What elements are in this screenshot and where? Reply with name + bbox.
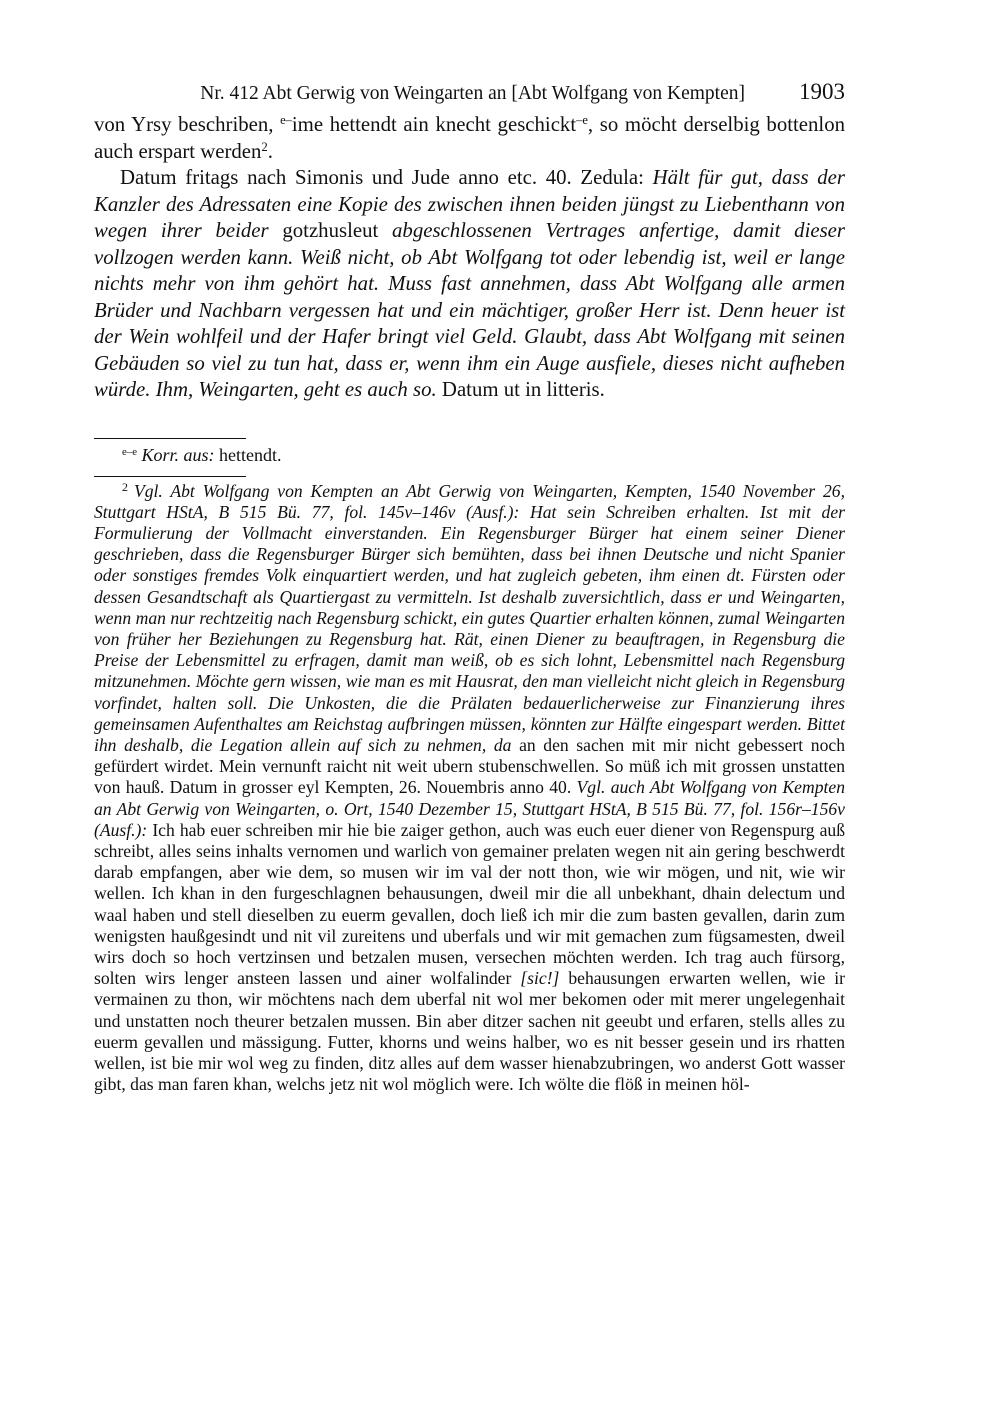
footnote-2 (94, 481, 845, 1096)
footnote-number: 2 (122, 480, 128, 495)
footnote-divider (94, 476, 246, 477)
text-run: . (267, 139, 273, 163)
footnote-divider (94, 438, 246, 439)
critical-footnote (94, 444, 845, 466)
paragraph-continuation (94, 112, 845, 165)
critical-footnote-label: Korr. aus: (141, 444, 215, 465)
critical-footnote-mark: e–e (122, 445, 137, 458)
text-run: ime hettendt ain knecht geschickt (291, 113, 577, 136)
source-citation: Vgl. auch Abt Wolfgang von Kempten an Abt Gerwig von Weingarten, o. Ort, 1540 Dezember 15, Stuttgart HStA, B 515 Bü. 77, fol. 156r–156v (Ausf.): (94, 777, 845, 840)
editorial-summary: Vgl. Abt Wolfgang von Kempten an Abt Gerwig von Weingarten, Kempten, 1540 November 26, Stuttgart HStA, B 515 Bü. 77, fol. 145v–146v (Ausf.): Hat sein Schreiben erhalten. Ist mit der Formulierung der Vollmacht einverstanden. Ein Regensburger Bürger hat einem seiner Diener geschrieben, dass die Regensburger Bürger sich bemühten, dass bei ihnen Deutsche und nicht Spanier oder sonstiges fremdes Volk einquartiert werden, und hat zugleich gebeten, ihm einen dt. Fürsten oder dessen Gesandtschaft als Quartiergast zu vermitteln. Ist deshalb zuversichtlich, dass er und Weingarten, wenn man nur rechtzeitig nach Regensburg schickt, ein gutes Quartier erhalten können, zumal Weingarten von früher her Beziehungen zu Regensburg hat. Rät, einen Diener zu beauftragen, in Regensburg die Preise der Lebensmittel zu erfragen, damit man weiß, ob es sich lohnt, Lebensmittel nach Regensburg mitzunehmen. Möchte gern wissen, wie man es mit Hausrat, den man vielleicht nicht gleich in Regensburg vorfindet, halten soll. Die Unkosten, die die Prälaten bedauerlicherweise zur Finanzierung ihres gemeinsamen Aufenthaltes am Reichstag aufbringen müssen, könnten zur Hälfte eingespart werden. Bittet ihn deshalb, die Legation allein auf sich zu nehmen, da (94, 480, 845, 755)
running-header (94, 78, 845, 112)
text-run: gotzhusleut (268, 219, 393, 242)
footnote-reference[interactable]: 2 (261, 139, 268, 154)
text-run: Datum fritags nach Simonis und Jude anno etc. 40. Zedula: (120, 166, 653, 189)
page-number: 1903 (799, 79, 845, 104)
critical-mark-close: –e (576, 113, 588, 128)
text-run: Datum ut in litteris. (436, 378, 605, 401)
quoted-source-text: behausungen erwarten wellen, wie ir vermainen zu thon, wir möchtens nach dem uberfal nit wol mer bekomen oder mit merer ungelegenhait und unstatten noch theurer betzalen mussen. Bin aber ditzer sachen nit geeubt und erfaren, stells alles zu euerm gevallen und mässigung. Futter, khorns und weins halber, wo es nit besser gesein und irs rhatten wellen, ist bie mir wol weg zu finden, ditz alles auf dem wasser hienabzubringen, wo anderst Gott wasser gibt, das man faren khan, welchs jetz nit wol möglich were. Ich wölte die flöß in meinen höl- (94, 968, 845, 1095)
critical-mark-open: e– (280, 113, 292, 128)
running-title: Nr. 412 Abt Gerwig von Weingarten an [Abt Wolfgang von Kempten] (200, 83, 745, 104)
text-run: , so möcht derselbig bottenlon auch erspart werden (94, 113, 845, 163)
quoted-source-text: an den sachen mit mir nicht gebessert noch gefürdert wirdet. Mein vernunft raicht nit weit ubern stubenschwellen. So müß ich mit grossen unstatten von hauß. Datum in grosser eyl Kempten, 26. Nouembris anno 40. (94, 734, 845, 798)
critical-footnote-text: hettendt. (214, 444, 282, 465)
quoted-source-text: Ich hab euer schreiben mir hie bie zaiger gethon, auch was euch euer diener von Regenspurg auß schreibt, alles seins inhalts vernomen und warlich von gemainer prelaten wegen nit ain gering beschwerdt darab empfangen, aber wie dem, so musen wir im val der nott thon, wie wir mögen, und nit, wie wir wellen. Ich khan in den furgeschlagnen behausungen, dweil mir die all unbekhant, dhain delectum und waal haben und stell dieselben zu euerm gevallen, doch ließ ich mir die zum basten gevallen, darin zum wenigsten haußgesindt und nit vil zureitens und uberfals und wir mit gemachen zum fügsamesten, dweil wirs doch so hoch vertzinsen und betzalen musen, versechen möchten werden. Ich trag auch fürsorg, solten wirs lenger ansteen lassen und ainer wolfalinder (94, 819, 845, 989)
editorial-summary: Hält für gut, dass der Kanzler des Adressaten eine Kopie des zwischen ihnen beiden jüngst zu Liebenthann von wegen ihrer beider (94, 166, 845, 242)
editorial-summary: abgeschlossenen Vertrages anfertige, damit dieser vollzogen werden kann. Weiß nicht, ob Abt Wolfgang tot oder lebendig ist, weil er lange nichts mehr von ihm gehört hat. Muss fast annehmen, dass Abt Wolfgang alle armen Brüder und Nachbarn vergessen hat und ein mächtiger, großer Herr ist. Denn heuer ist der Wein wohlfeil und der Hafer bringt viel Geld. Glaubt, dass Abt Wolfgang mit seinen Gebäuden so viel zu tun hat, dass er, wenn ihm ein Auge ausfiele, dieses nicht aufheben würde. Ihm, Weingarten, geht es auch so. (94, 219, 846, 401)
paragraph-datum (94, 165, 845, 404)
editorial-sic: [sic!] (520, 968, 560, 989)
main-text (94, 112, 845, 404)
text-run: von Yrsy beschriben, (94, 113, 281, 136)
page-content (94, 78, 845, 1095)
